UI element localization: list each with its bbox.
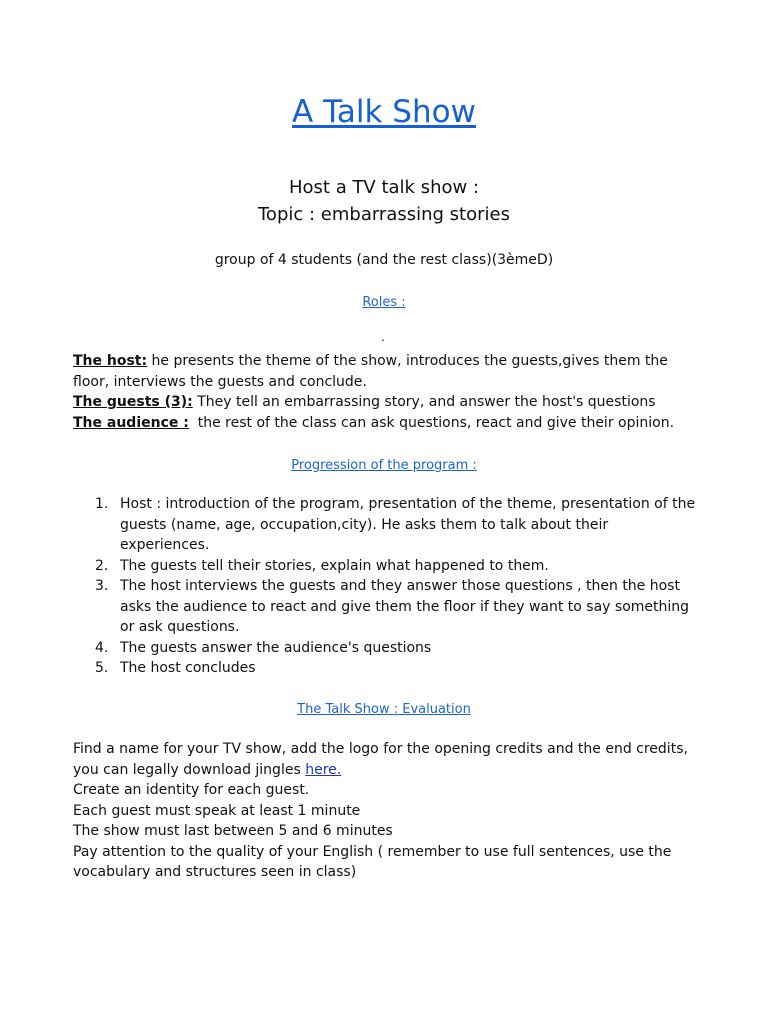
list-number: 2. [95, 557, 109, 574]
list-number: 4. [95, 639, 109, 656]
group-description: group of 4 students (and the rest class)(3èmeD) [214, 252, 554, 268]
progression-heading [0, 454, 768, 476]
evaluation-line: Create an identity for each guest. [73, 782, 310, 798]
progression-heading-link[interactable]: Progression of the program : [291, 458, 477, 473]
role-text: the rest of the class can ask questions, react and give their opinion. [188, 414, 675, 431]
list-text: The guests tell their stories, explain what happened to them. [120, 557, 549, 574]
list-item [73, 556, 698, 577]
role-label: The guests (3): [73, 394, 193, 410]
jingles-download-link[interactable]: here. [305, 761, 342, 778]
subtitle-host: Host a TV talk show : [288, 177, 480, 198]
evaluation-line: The show must last between 5 and 6 minutes [73, 823, 393, 839]
role-audience [73, 413, 695, 434]
role-text: he presents the theme of the show, introduces the guests,gives them the floor, interviews the guests and conclude. [73, 353, 668, 390]
roles-section [73, 351, 695, 433]
list-item [73, 494, 698, 556]
list-text: Host : introduction of the program, presentation of the theme, presentation of the guests (name, age, occupation,city). He asks them to talk about their experiences. [120, 496, 696, 553]
role-host [73, 351, 695, 392]
role-guests [73, 392, 695, 413]
program-steps-list [73, 494, 698, 679]
list-item [73, 576, 698, 638]
page-title [0, 92, 768, 132]
title-link[interactable]: A Talk Show [292, 94, 476, 130]
role-label: The host: [73, 353, 148, 369]
list-number: 3. [95, 578, 109, 594]
evaluation-line: Each guest must speak at least 1 minute [73, 802, 361, 819]
evaluation-heading-link[interactable]: The Talk Show : Evaluation [297, 702, 471, 717]
evaluation-line: Pay attention to the quality of your English ( remember to use full sentences, use the vocabulary and structures seen in class) [73, 843, 672, 880]
roles-heading [0, 291, 768, 313]
subtitle-topic: Topic : embarrassing stories [258, 204, 510, 225]
separator-dot: . [381, 330, 385, 344]
evaluation-intro-text: Find a name for your TV show, add the logo for the opening credits and the end credits, you can legally download jingles [73, 741, 688, 778]
evaluation-intro [73, 739, 695, 780]
list-text: The host interviews the guests and they answer those questions , then the host asks the audience to react and give them the floor if they want to say something or ask questions. [120, 578, 690, 635]
list-number: 5. [95, 660, 109, 676]
list-number: 1. [95, 496, 109, 512]
role-text: They tell an embarrassing story, and answer the host's questions [192, 394, 656, 410]
list-item [73, 638, 698, 659]
evaluation-section [73, 739, 695, 883]
list-text: The guests answer the audience's questions [120, 639, 432, 656]
evaluation-heading [0, 698, 768, 720]
list-text: The host concludes [120, 660, 256, 676]
list-item [73, 658, 698, 679]
role-label: The audience : [73, 414, 189, 431]
roles-heading-link[interactable]: Roles : [362, 295, 406, 310]
